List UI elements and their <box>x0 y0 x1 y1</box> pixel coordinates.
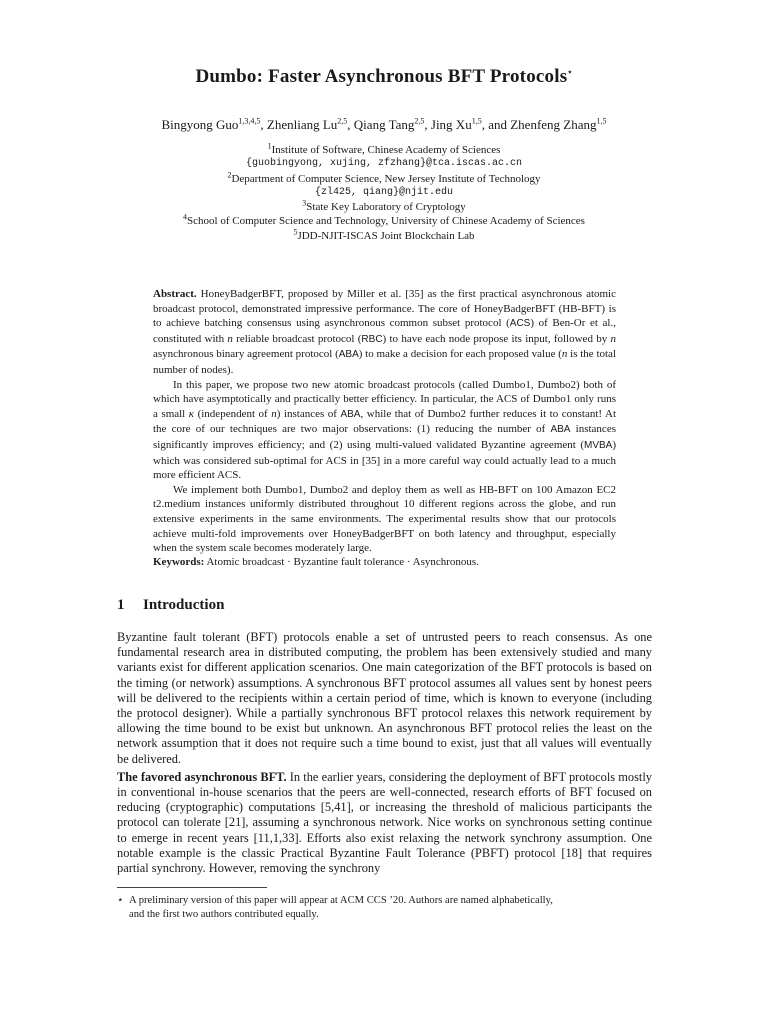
abstract-paragraph: Abstract. HoneyBadgerBFT, proposed by Miller et al. [35] as the first practical asynchronous atomic broadcast protocol, demonstrated impressive performance. The core of HoneyBadgerBFT (HB-BFT) is to achieve batching consensus using asynchronous common subset protocol (ACS) of Ben-Or et al., constituted with n reliable broadcast protocol (RBC) to have each node propose its input, followed by n asynchronous binary agreement protocol (ABA) to make a decision for each proposed value (n is the total number of nodes). <box>153 288 616 376</box>
affiliation: $^5$JDD-NJIT-ISCAS Joint Blockchain Lab <box>293 227 475 242</box>
keywords: Keywords: Atomic broadcast · Byzantine fault tolerance · Asynchronous. <box>153 556 479 568</box>
section-heading <box>117 597 224 614</box>
author-name: Bingyong Guo <box>161 117 239 132</box>
footnote-mark: ⋆ <box>117 895 124 906</box>
affiliation: $^1$Institute of Software, Chinese Academy of Sciences <box>267 141 501 156</box>
body-paragraph: The favored asynchronous BFT. In the earlier years, considering the deployment of BFT protocols mostly in conventional in-house scenarios that the peers are well-connected, research efforts of BFT focused on reducing (cryptographic) computations [5,41], or increasing the threshold of malicious participants the protocol can tolerate [21], assuming a synchronous network. Nice works on synchronous setting continue to emerge in recent years [11,1,33]. Efforts also exist relaxing the network synchrony assumption. One notable example is the classic Practical Byzantine Fault Tolerance (PBFT) protocol [18] that requires partial synchrony. However, removing the synchrony <box>117 769 652 876</box>
footnote-rule <box>117 887 267 888</box>
affiliation-email: {zl425, qiang}@njit.edu <box>314 186 454 198</box>
section-title: Introduction <box>143 597 225 613</box>
abstract-paragraph: We implement both Dumbo1, Dumbo2 and deploy them as well as HB-BFT on 100 Amazon EC2 t2.medium instances uniformly distributed throughout 10 different regions across the globe, and run extensive experiments in the same environments. The experimental results show that our protocols achieve multi-fold improvements over HoneyBadgerBFT on both latency and throughput, especially when the system scale becomes moderately large. <box>153 483 616 555</box>
affiliation-email: {guobingyong, xujing, zfzhang}@tca.iscas.ac.cn <box>245 158 523 170</box>
section-number: 1 <box>117 597 125 613</box>
paper-title: Dumbo: Faster Asynchronous BFT Protocols⋆ <box>195 66 573 87</box>
affiliation-list <box>0 143 768 243</box>
author-list: Bingyong Guo$^{1,3,4,5}$, Zhenliang Lu$^{2,5}$, Qiang Tang$^{2,5}$, Jing Xu$^{1,5}$, and Zhenfeng Zhang$^{1,5}$ <box>161 116 607 132</box>
affiliation: $^4$School of Computer Science and Technology, University of Chinese Academy of Sciences <box>183 212 585 228</box>
footnote: ⋆ A preliminary version of this paper will appear at ACM CCS ’20. Authors are named alphabetically, and the first two authors contributed equally. <box>117 895 553 920</box>
affiliation: $^2$Department of Computer Science, New Jersey Institute of Technology <box>227 169 541 185</box>
author-name: Zhenfeng Zhang <box>510 117 597 132</box>
body-text <box>117 630 652 876</box>
affiliation: $^3$State Key Laboratory of Cryptology <box>302 198 466 214</box>
author-name: Jing Xu <box>430 117 472 132</box>
paragraph-heading: The favored asynchronous BFT. <box>117 769 287 784</box>
author-name: Qiang Tang <box>353 117 415 132</box>
keywords-label: Keywords: <box>153 556 205 568</box>
title-footnote-mark: ⋆ <box>567 67 573 77</box>
body-paragraph: Byzantine fault tolerant (BFT) protocols enable a set of untrusted peers to reach consensus. As one fundamental research area in distributed computing, the problem has been extensively studied and many variants exist for different application scenarios. One main categorization of the BFT protocols is based on the timing (or network) assumptions. A synchronous BFT protocol assumes all values sent by honest peers will be delivered to the recipients within a certain period of time, which is known to everyone (including the protocol designer). While a partially synchronous BFT protocol relaxes this network requirement by allowing the time bound to be exist but unknown. An asynchronous BFT protocol relies the least on the network assumption that it does not require such a time bound to exist, just that all values will eventually be delivered. <box>117 630 652 766</box>
abstract-paragraph: In this paper, we propose two new atomic broadcast protocols (called Dumbo1, Dumbo2) both of which have asymptotically and practically better efficiency. In particular, the ACS of Dumbo1 only runs a small κ (independent of n) instances of ABA, while that of Dumbo2 further reduces it to constant! At the core of our techniques are two major observations: (1) reducing the number of ABA instances significantly improves efficiency; and (2) using multi-valued validated Byzantine agreement (MVBA) which was considered sub-optimal for ACS in [35] in a more careful way could actually lead to a much more efficient ACS. <box>153 378 617 482</box>
author-name: Zhenliang Lu <box>266 117 338 132</box>
abstract <box>153 287 616 556</box>
abstract-label: Abstract. <box>153 288 197 300</box>
